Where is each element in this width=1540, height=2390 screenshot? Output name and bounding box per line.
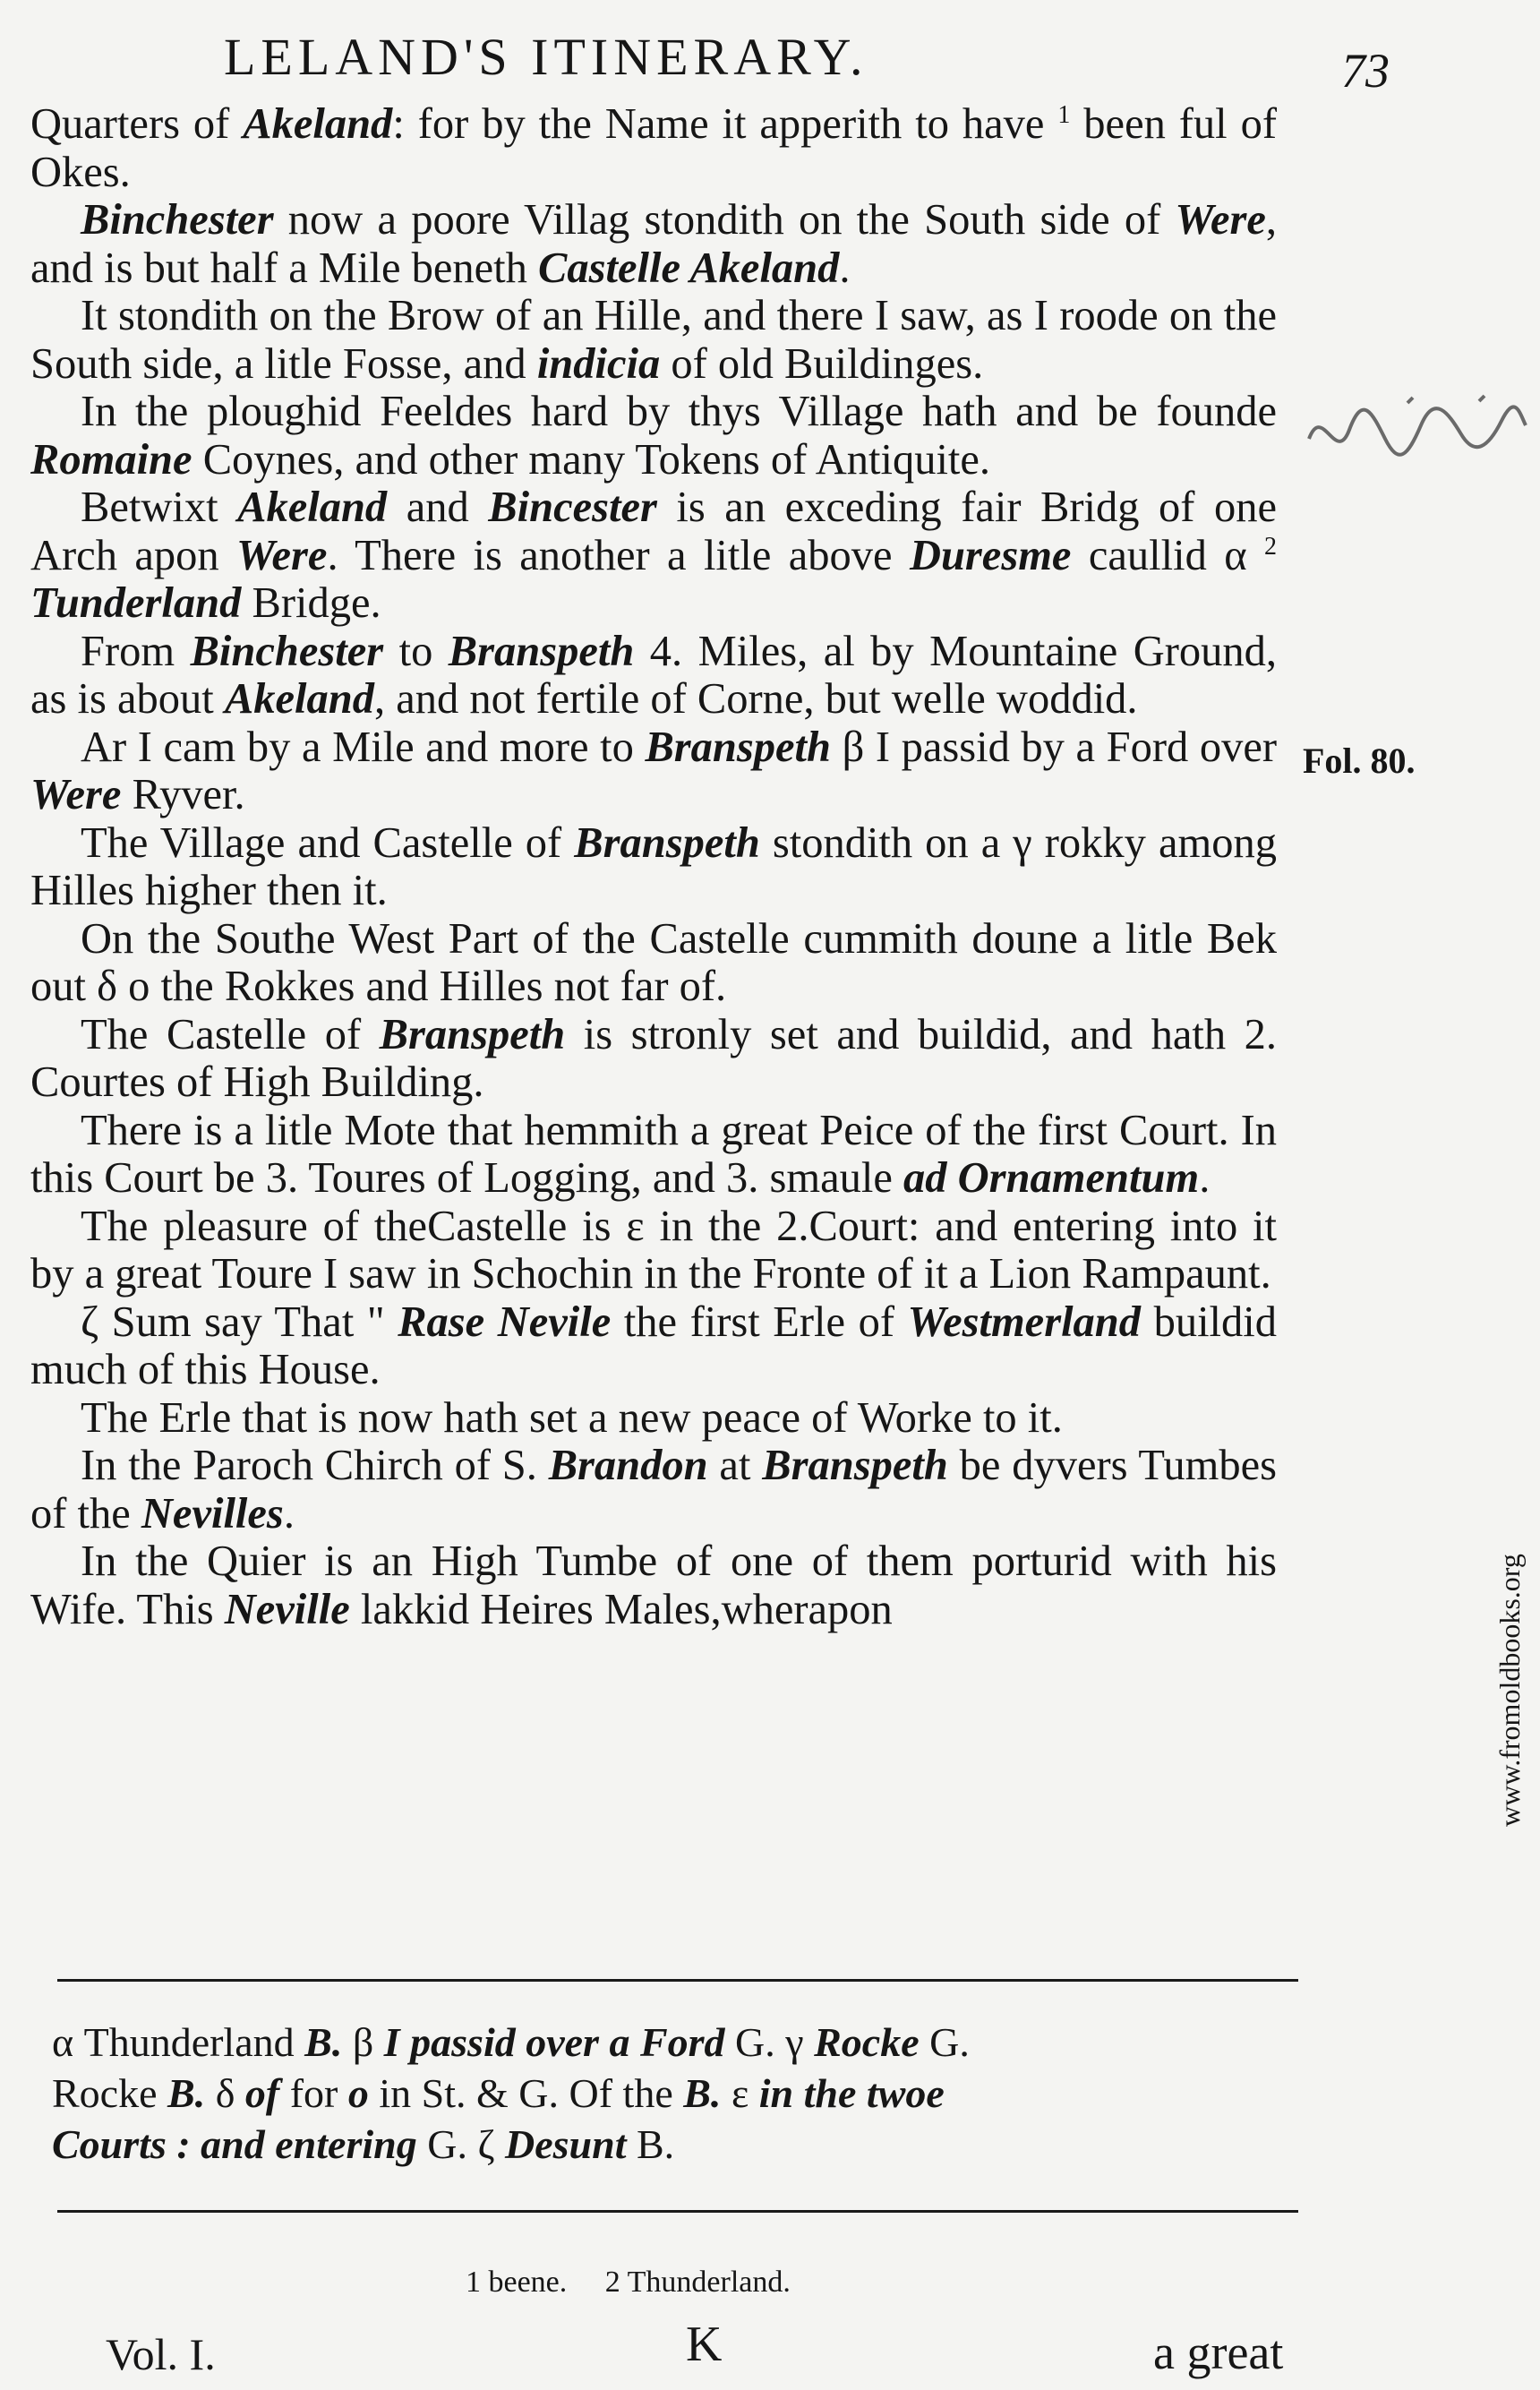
paragraph: From Binchester to Branspeth 4. Miles, al by Mountaine Ground, as is about Akeland, and not fertile of Corne, but welle woddid. <box>30 627 1277 723</box>
paragraph: In the Paroch Chirch of S. Brandon at Branspeth be dyvers Tumbes of the Nevilles. <box>30 1442 1277 1538</box>
note-reference: 1 <box>1057 100 1071 129</box>
italic-text: Courts : and entering <box>52 2121 417 2167</box>
italic-text: Tunderland <box>30 579 242 627</box>
paragraph: In the ploughid Feeldes hard by thys Village hath and be founde Romaine Coynes, and other many Tokens of Antiquite. <box>30 388 1277 484</box>
italic-text: Binchester <box>81 196 274 244</box>
variant-readings <box>52 2017 1296 2170</box>
footnote-1: 1 beene. <box>466 2266 568 2299</box>
variant-line: Courts : and entering G. ζ Desunt B. <box>52 2121 675 2167</box>
paragraph: The Erle that is now hath set a new peace of Worke to it. <box>81 1393 1063 1442</box>
note-reference: 2 <box>1264 532 1277 561</box>
italic-text: of <box>244 2070 280 2116</box>
italic-text: Akeland <box>243 100 393 148</box>
folio-note: Fol. 80. <box>1303 741 1416 781</box>
signature-letter: K <box>686 2317 723 2372</box>
footnote-2: 2 Thunderland. <box>604 2266 791 2299</box>
italic-text: Rocke <box>814 2019 920 2065</box>
paragraph: It stondith on the Brow of an Hille, and there I saw, as I roode on the South side, a litle Fosse, and indicia of old Buildinges. <box>30 292 1277 388</box>
italic-text: Were <box>30 771 122 818</box>
italic-text: Were <box>1175 196 1266 244</box>
italic-text: ad Ornamentum <box>903 1154 1200 1202</box>
italic-text: Castelle Akeland <box>538 244 840 292</box>
paragraph: ζ Sum say That " Rase Nevile the first Erle of Westmerland buildid much of this House. <box>30 1298 1277 1393</box>
italic-text: Branspeth <box>448 627 635 675</box>
italic-text: Neville <box>224 1585 350 1633</box>
footnotes <box>466 2266 791 2300</box>
italic-text: Bincester <box>488 484 657 531</box>
page-number: 73 <box>1341 44 1390 98</box>
paragraph: Betwixt Akeland and Bincester is an exceding fair Bridg of one Arch apon Were. There is another a litle above Duresme caullid α $^2$ Tunderland Bridge. <box>30 484 1277 627</box>
italic-text: Akeland <box>237 484 388 531</box>
italic-text: Desunt <box>505 2121 627 2167</box>
italic-text: B. <box>167 2070 206 2116</box>
italic-text: I passid over a Ford <box>383 2019 725 2065</box>
italic-text: Romaine <box>30 435 192 484</box>
divider-top <box>57 1979 1298 1982</box>
signature-volume: Vol. I. <box>106 2329 216 2379</box>
main-text <box>30 100 1277 1633</box>
watermark: www.fromoldbooks.org <box>1493 1554 1526 1827</box>
paragraph: In the Quier is an High Tumbe of one of them porturid with his Wife. This Neville lakkid Heires Males,wherapon <box>30 1538 1277 1633</box>
paragraph: On the Southe West Part of the Castelle cummith doune a litle Bek out δ o the Rokkes and Hilles not far of. <box>30 914 1277 1010</box>
italic-text: B. <box>304 2019 343 2065</box>
variant-line: α Thunderland B. β I passid over a Ford G. γ Rocke G. <box>52 2019 970 2065</box>
italic-text: Branspeth <box>762 1442 948 1489</box>
italic-text: Binchester <box>190 627 384 675</box>
divider-bottom <box>57 2210 1298 2213</box>
italic-text: o <box>347 2070 369 2116</box>
handwritten-annotation <box>1300 385 1533 484</box>
italic-text: B. <box>683 2070 722 2116</box>
variant-line: Rocke B. δ of for o in St. & G. Of the B. ε in the twoe <box>52 2070 945 2116</box>
paragraph: The Castelle of Branspeth is stronly set and buildid, and hath 2. Courtes of High Building. <box>30 1010 1277 1106</box>
paragraph: Ar I cam by a Mile and more to Branspeth β I passid by a Ford over Were Ryver. <box>30 723 1278 818</box>
paragraph: The Village and Castelle of Branspeth stondith on a γ rokky among Hilles higher then it. <box>30 818 1277 914</box>
italic-text: Branspeth <box>645 723 831 771</box>
italic-text: Branspeth <box>574 818 760 867</box>
italic-text: Duresme <box>909 531 1072 579</box>
paragraph: There is a litle Mote that hemmith a great Peice of the first Court. In this Court be 3. Toures of Logging, and 3. smaule ad Ornamentum. <box>30 1106 1277 1202</box>
italic-text: Akeland <box>224 675 374 723</box>
italic-text: Brandon <box>548 1442 708 1489</box>
italic-text: Branspeth <box>379 1010 566 1058</box>
italic-text: indicia <box>536 339 661 388</box>
italic-text: Westmerland <box>907 1298 1142 1346</box>
paragraph: Binchester now a poore Villag stondith on the South side of Were, and is but half a Mile beneth Castelle Akeland. <box>30 196 1277 292</box>
catchword: a great <box>1153 2326 1284 2379</box>
paragraph: Quarters of Akeland: for by the Name it apperith to have $^1$ been ful of Okes. <box>30 100 1277 196</box>
running-title: LELAND'S ITINERARY. <box>224 28 868 86</box>
italic-text: Rase Nevile <box>398 1298 612 1346</box>
italic-text: Nevilles <box>141 1489 284 1538</box>
paragraph: The pleasure of theCastelle is ε in the 2.Court: and entering into it by a great Toure I saw in Schochin in the Fronte of it a Lion Rampaunt. <box>30 1202 1277 1298</box>
italic-text: Were <box>235 531 328 579</box>
italic-text: in the twoe <box>758 2070 945 2116</box>
